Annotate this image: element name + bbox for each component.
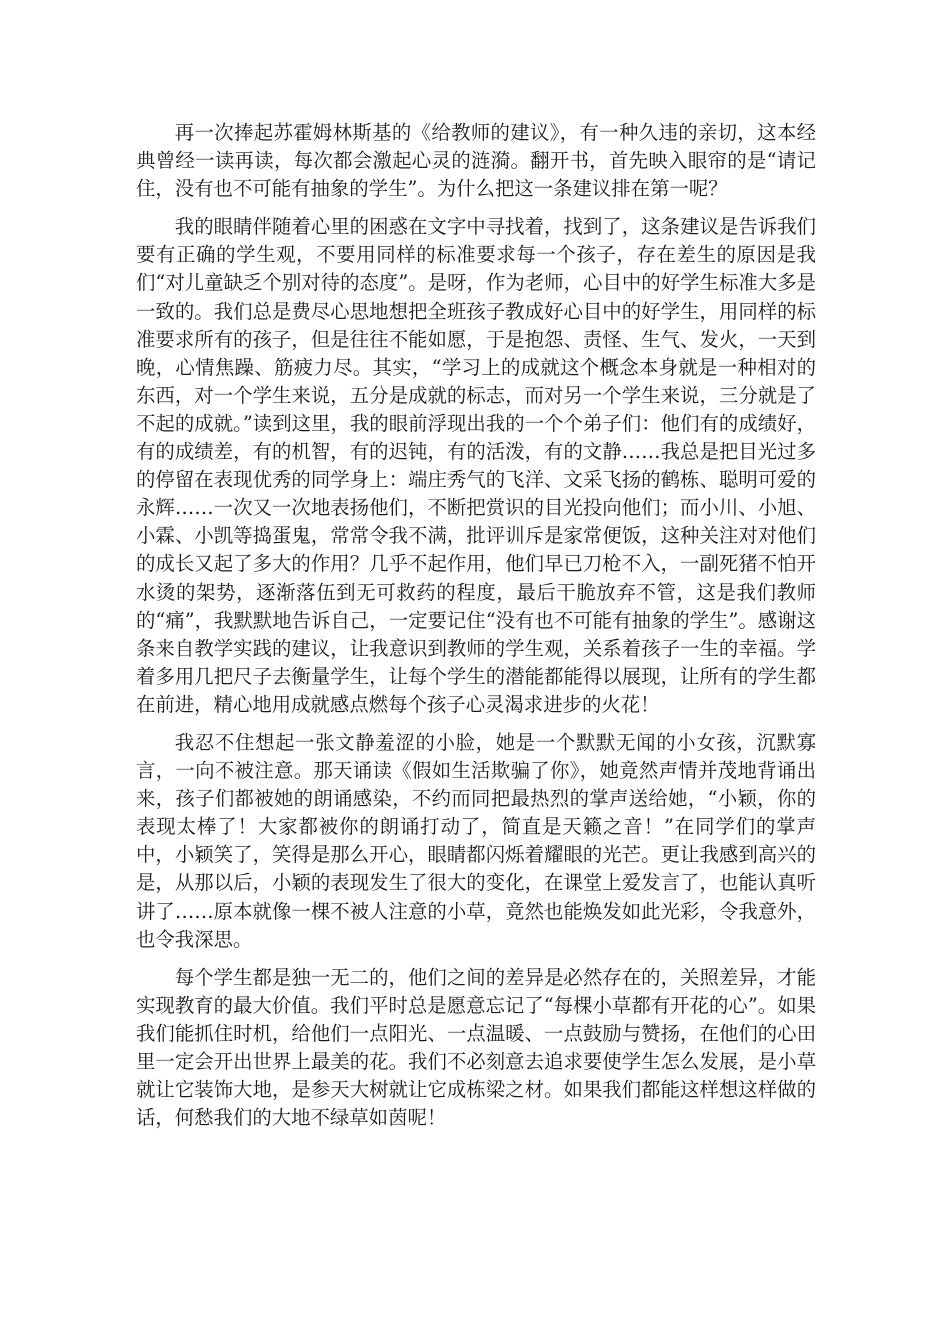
paragraph-2: 我的眼睛伴随着心里的困惑在文字中寻找着，找到了，这条建议是告诉我们要有正确的学生观，不要用同样的标准要求每一个孩子，存在差生的原因是我们“对儿童缺乏个别对待的态度”。是呀，作为老师，心目中的好学生标准大多是一致的。我们总是费尽心思地想把全班孩子教成好心目中的好学生，用同样的标准要求所有的孩子，但是往往不能如愿，于是抱怨、责怪、生气、发火，一天到晚，心情焦躁、筋疲力尽。其实，“学习上的成就这个概念本身就是一种相对的东西，对一个学生来说，五分是成就的标志，而对另一个学生来说，三分就是了不起的成就。”读到这里，我的眼前浮现出我的一个个弟子们：他们有的成绩好，有的成绩差，有的机智，有的迟钝，有的活泼，有的文静……我总是把目光过多的停留在表现优秀的同学身上：端庄秀气的飞洋、文采飞扬的鹤栋、聪明可爱的永辉……一次又一次地表扬他们，不断把赏识的目光投向他们；而小川、小旭、小霖、小凯等捣蛋鬼，常常令我不满，批评训斥是家常便饭，这种关注对对他们的成长又起了多大的作用？几乎不起作用，他们早已刀枪不入，一副死猪不怕开水烫的架势，逐渐落伍到无可救药的程度，最后干脆放弃不管，这是我们教师的“痛”，我默默地告诉自己，一定要记住“没有也不可能有抽象的学生”。感谢这条来自教学实践的建议，让我意识到教师的学生观，关系着孩子一生的幸福。学着多用几把尺子去衡量学生，让每个学生的潜能都能得以展现，让所有的学生都在前进，精心地用成就感点燃每个孩子心灵渴求进步的火花！ (136, 215, 816, 716)
paragraph-1: 再一次捧起苏霍姆林斯基的《给教师的建议》，有一种久违的亲切，这本经典曾经一读再读，每次都会激起心灵的涟漪。翻开书，首先映入眼帘的是“请记住，没有也不可能有抽象的学生”。为什么把这一条建议排在第一呢？ (136, 121, 816, 201)
article-body (136, 119, 816, 1142)
paragraph-4: 每个学生都是独一无二的，他们之间的差异是必然存在的，关照差异，才能实现教育的最大价值。我们平时总是愿意忘记了“每棵小草都有开花的心”。如果我们能抓住时机，给他们一点阳光、一点温暖、一点鼓励与赞扬，在他们的心田里一定会开出世界上最美的花。我们不必刻意去追求要使学生怎么发展，是小草就让它装饰大地，是参天大树就让它成栋梁之材。如果我们都能这样想这样做的话，何愁我们的大地不绿草如茵呢！ (136, 965, 816, 1130)
paragraph-3: 我忍不住想起一张文静羞涩的小脸，她是一个默默无闻的小女孩，沉默寡言，一向不被注意。那天诵读《假如生活欺骗了你》，她竟然声情并茂地背诵出来，孩子们都被她的朗诵感染，不约而同把最热烈的掌声送给她，“小颖，你的表现太棒了！大家都被你的朗诵打动了，简直是天籁之音！”在同学们的掌声中，小颖笑了，笑得是那么开心，眼睛都闪烁着耀眼的光芒。更让我感到高兴的是，从那以后，小颖的表现发生了很大的变化，在课堂上爱发言了，也能认真听讲了……原本就像一棵不被人注意的小草，竟然也能焕发如此光彩，令我意外，也令我深思。 (136, 730, 816, 951)
